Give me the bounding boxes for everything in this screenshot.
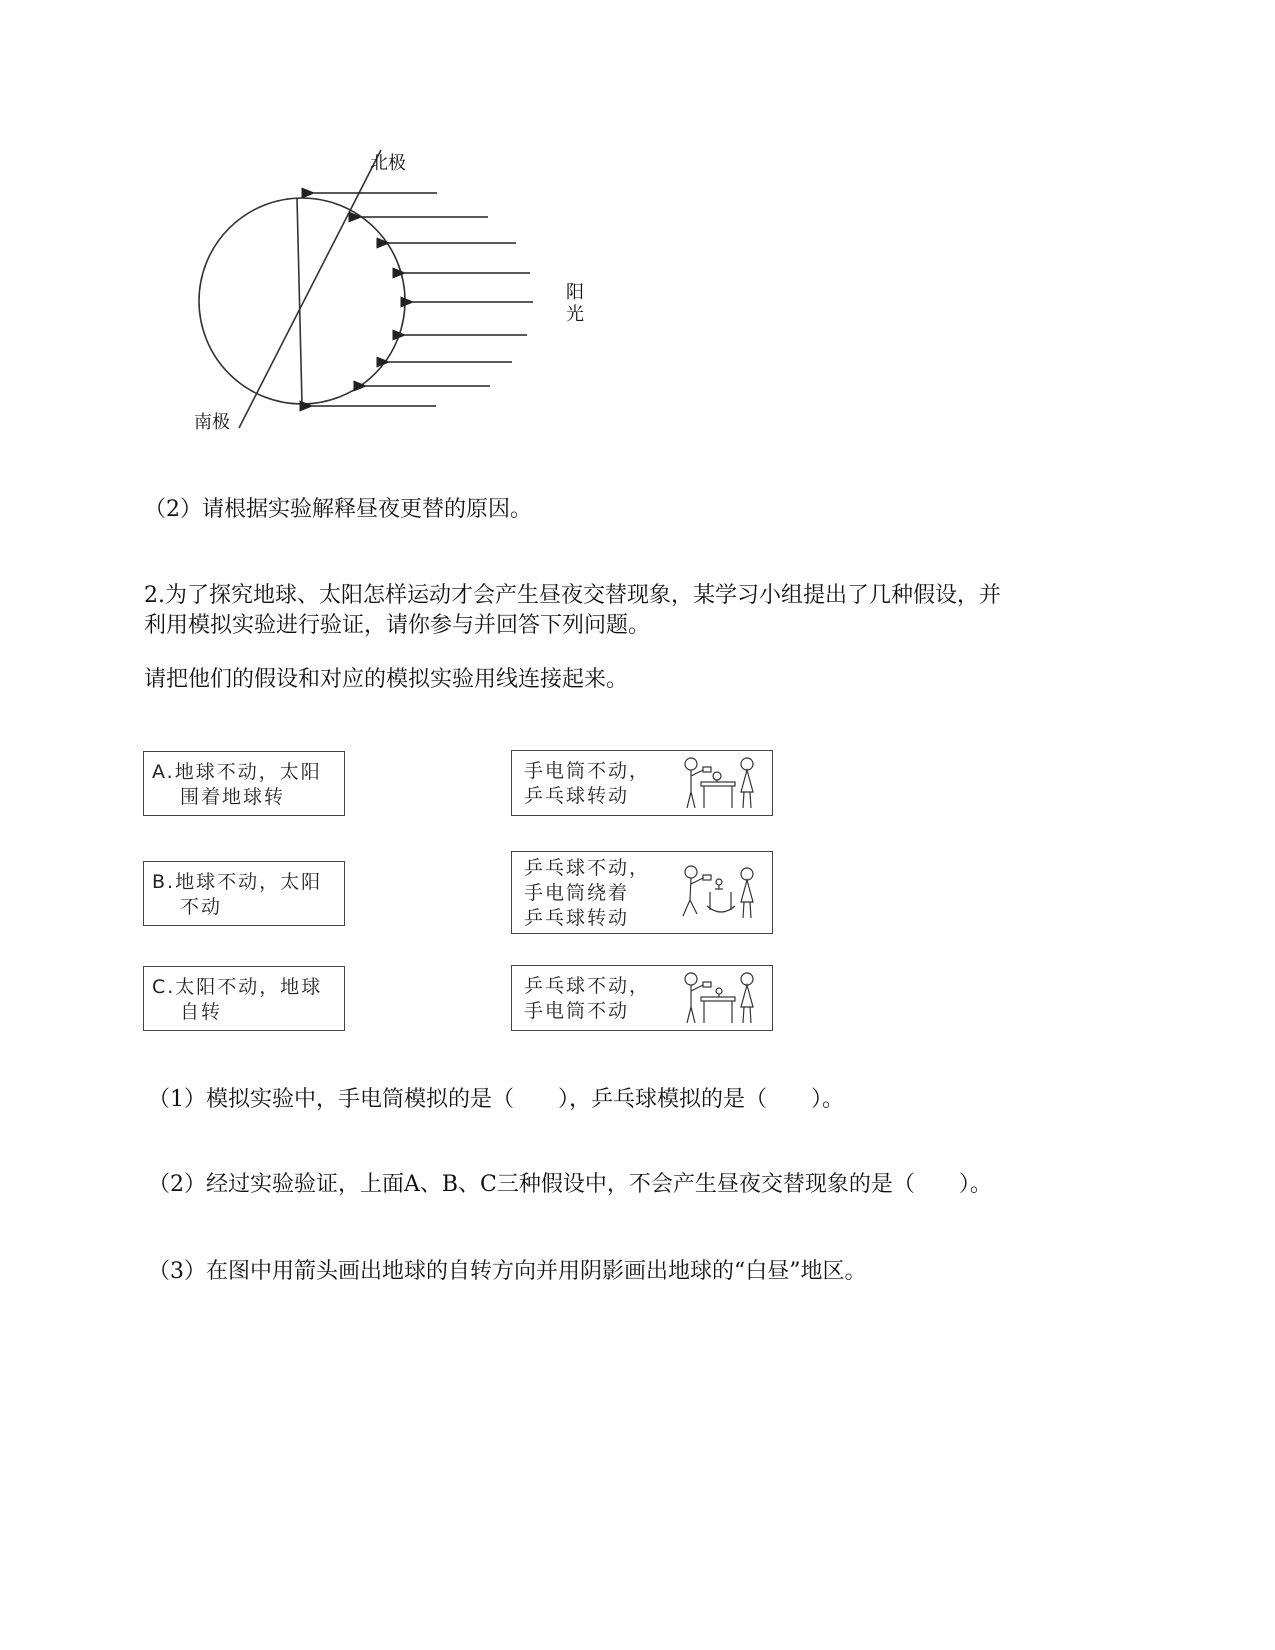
experiment-box-2[interactable]	[511, 851, 773, 934]
question-2-stem-line-2: 利用模拟实验进行验证，请你参与并回答下列问题。	[144, 613, 651, 638]
hypothesis-a-line-2: 围着地球转	[180, 786, 286, 808]
experiment-2-line-3: 乒乓球转动	[524, 907, 630, 929]
sunlight-label-1: 阳	[566, 282, 584, 303]
children-walking-flashlight-illustration	[677, 862, 762, 924]
experiment-1-line-2: 乒乓球转动	[524, 785, 630, 807]
hypothesis-c-line-1: C.太阳不动，地球	[152, 976, 323, 998]
hypothesis-b-line-1: B.地球不动，太阳	[152, 871, 323, 893]
question-2-sub-2: （2）经过实验验证，上面A、B、C三种假设中，不会产生昼夜交替现象的是（ ）。	[148, 1172, 992, 1197]
experiment-3-line-2: 手电筒不动	[524, 1000, 630, 1022]
experiment-2-line-1: 乒乓球不动，	[524, 857, 651, 879]
hypothesis-box-b[interactable]	[143, 861, 345, 926]
children-table-flashlight-illustration	[677, 969, 762, 1027]
experiment-1-line-1: 手电筒不动，	[524, 760, 651, 782]
hypothesis-box-c[interactable]	[143, 966, 345, 1031]
children-flashlight-ball-illustration	[677, 754, 762, 812]
experiment-box-3[interactable]	[511, 965, 773, 1031]
question-2-sub-1: （1）模拟实验中，手电筒模拟的是（ ），乒乓球模拟的是（ ）。	[148, 1087, 844, 1112]
experiment-3-line-1: 乒乓球不动，	[524, 975, 651, 997]
experiment-box-1[interactable]	[511, 750, 773, 816]
question-2-sub-3: （3）在图中用箭头画出地球的自转方向并用阴影画出地球的“白昼”地区。	[148, 1259, 867, 1284]
north-pole-label: 北极	[370, 153, 406, 174]
question-1-part-2: （2）请根据实验解释昼夜更替的原因。	[144, 497, 532, 522]
experiment-2-line-2: 手电筒绕着	[524, 882, 630, 904]
hypothesis-a-line-1: A.地球不动，太阳	[152, 761, 322, 783]
earth-sunlight-diagram	[0, 0, 700, 460]
hypothesis-c-line-2: 自转	[180, 1001, 223, 1023]
sunlight-arrows	[312, 193, 533, 406]
hypothesis-b-line-2: 不动	[180, 896, 223, 918]
sunlight-label-2: 光	[566, 304, 584, 325]
question-2-instruction: 请把他们的假设和对应的模拟实验用线连接起来。	[144, 667, 629, 692]
terminator-line	[297, 198, 302, 404]
south-pole-label: 南极	[194, 412, 230, 433]
hypothesis-box-a[interactable]	[143, 751, 345, 816]
question-2-stem-line-1: 2.为了探究地球、太阳怎样运动才会产生昼夜交替现象，某学习小组提出了几种假设，并	[144, 583, 1001, 608]
